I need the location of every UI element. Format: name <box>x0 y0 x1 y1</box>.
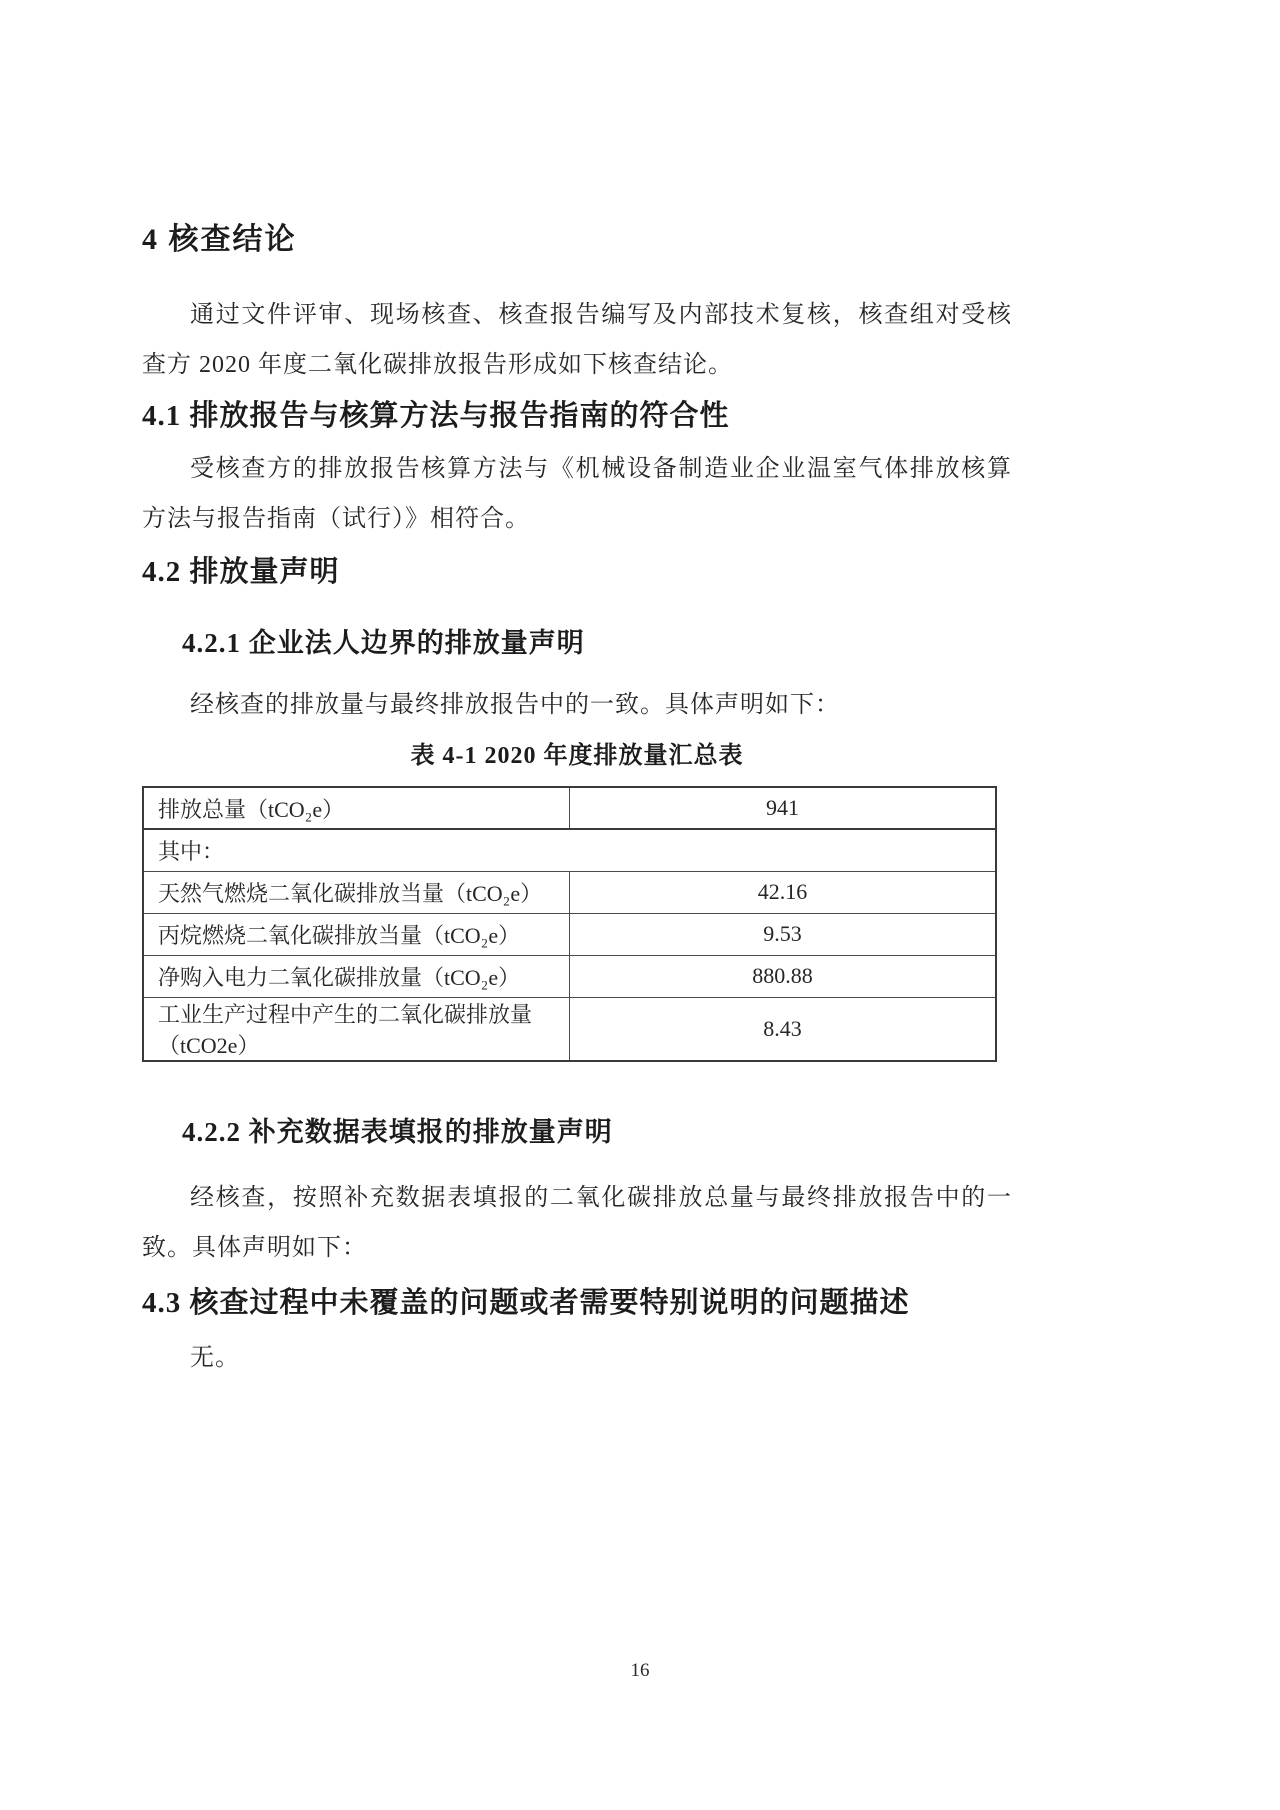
section-heading-4-1: 4.1 排放报告与核算方法与报告指南的符合性 <box>142 400 730 432</box>
table-row-electricity <box>143 955 996 997</box>
section-heading-4: 4 核查结论 <box>142 223 297 256</box>
table-cell-value: 880.88 <box>570 955 997 997</box>
paragraph-4-3: 无。 <box>190 1344 240 1371</box>
table-row-industrial-process <box>143 997 996 1061</box>
table-row-total <box>143 787 996 829</box>
table-row-propane <box>143 913 996 955</box>
page-number: 16 <box>630 1660 650 1681</box>
section-heading-4-2-1: 4.2.1 企业法人边界的排放量声明 <box>182 628 585 658</box>
table-row-among-which <box>143 829 996 871</box>
table-cell-value: 8.43 <box>570 997 997 1061</box>
paragraph-4-1: 受核查方的排放报告核算方法与《机械设备制造业企业温室气体排放核算方法与报告指南（试行）》相符合。 <box>142 456 1012 532</box>
emissions-summary-table <box>142 786 997 1062</box>
table-cell-label: 天然气燃烧二氧化碳排放当量（tCO₂e） <box>143 871 570 913</box>
table-caption: 表 4-1 2020 年度排放量汇总表 <box>410 743 744 769</box>
table-cell-label: 净购入电力二氧化碳排放量（tCO₂e） <box>143 955 570 997</box>
table-cell-value: 941 <box>570 787 997 829</box>
table-cell-label: 工业生产过程中产生的二氧化碳排放量（tCO2e） <box>143 997 570 1061</box>
paragraph-intro: 通过文件评审、现场核查、核查报告编写及内部技术复核，核查组对受核查方 2020 年度二氧化碳排放报告形成如下核查结论。 <box>142 302 1012 378</box>
section-heading-4-2-2: 4.2.2 补充数据表填报的排放量声明 <box>182 1116 613 1147</box>
section-heading-4-2: 4.2 排放量声明 <box>142 556 340 588</box>
section-heading-4-3: 4.3 核查过程中未覆盖的问题或者需要特别说明的问题描述 <box>142 1286 910 1319</box>
table-cell-value: 42.16 <box>570 871 997 913</box>
table-cell-label: 丙烷燃烧二氧化碳排放当量（tCO₂e） <box>143 913 570 955</box>
table-row-natural-gas <box>143 871 996 913</box>
table-cell-value: 9.53 <box>570 913 997 955</box>
table-cell-label: 其中： <box>143 829 996 871</box>
paragraph-4-2-2: 经核查，按照补充数据表填报的二氧化碳排放总量与最终排放报告中的一致。具体声明如下： <box>142 1184 1012 1261</box>
table-cell-label: 排放总量（tCO₂e） <box>143 787 570 829</box>
paragraph-4-2-1: 经核查的排放量与最终排放报告中的一致。具体声明如下： <box>190 692 840 718</box>
